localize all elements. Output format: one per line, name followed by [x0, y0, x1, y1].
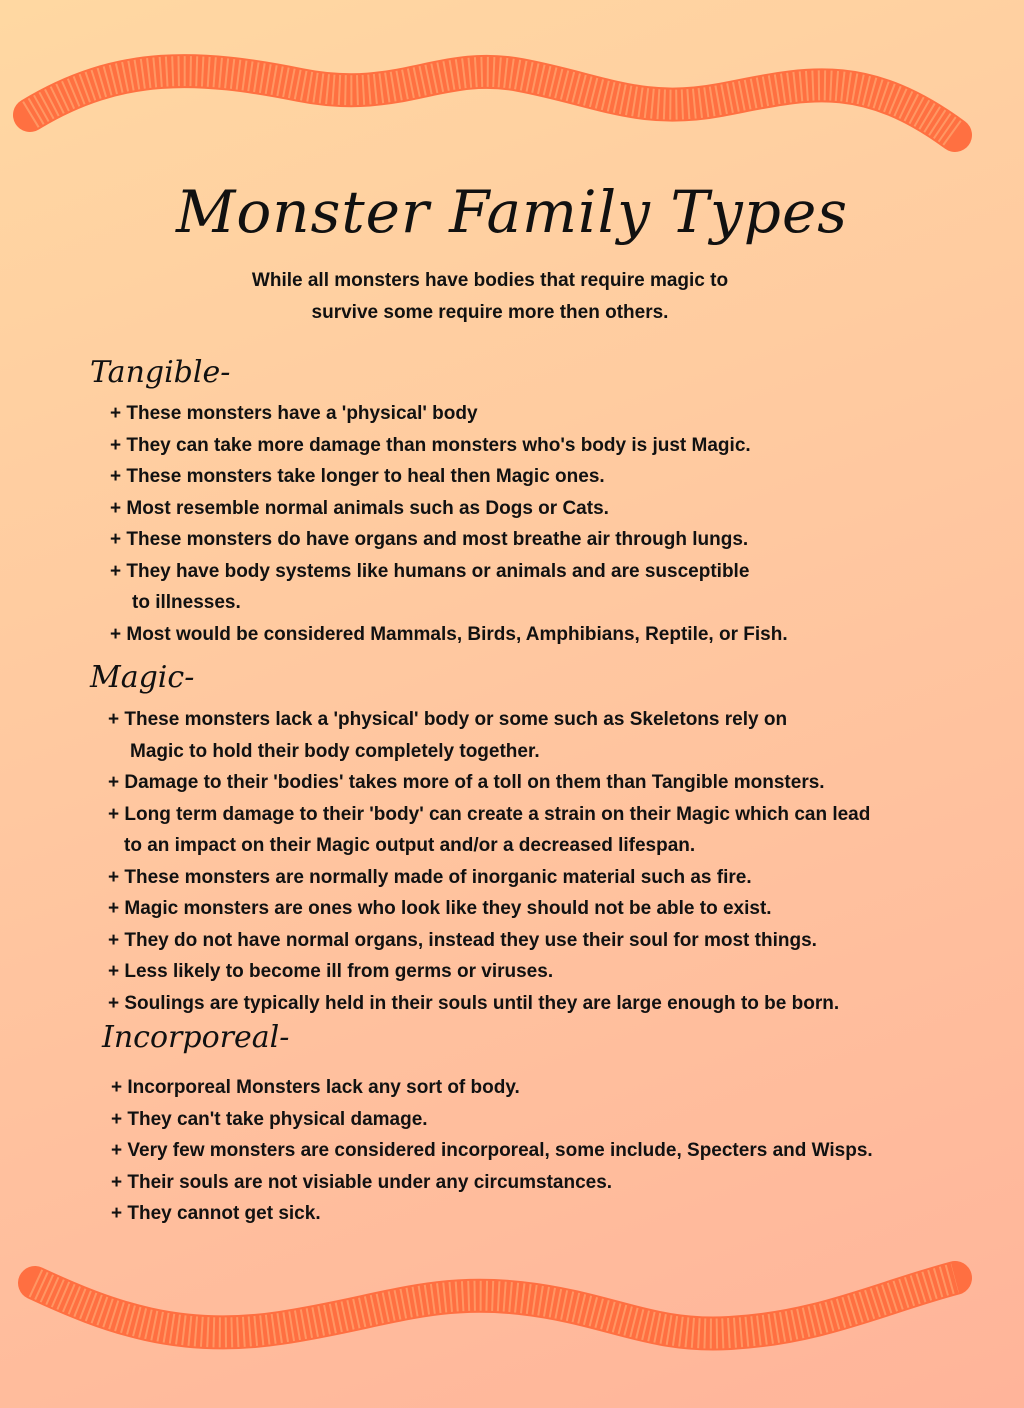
list-item: + These monsters lack a 'physical' body or some such as Skeletons rely on Magic to hold their body completely together.: [108, 709, 788, 762]
list-item: + They cannot get sick.: [111, 1203, 321, 1224]
list-item: + They can't take physical damage.: [111, 1108, 428, 1130]
list-item: + Less likely to become ill from germs or viruses.: [108, 961, 554, 982]
list-item: + Most resemble normal animals such as Dogs or Cats.: [110, 497, 609, 519]
intro-text: [200, 265, 780, 329]
decorative-wave-bottom: [0, 1248, 1024, 1388]
page-title: Monster Family Types: [175, 178, 849, 246]
tangible-list: [110, 398, 788, 650]
list-item: + They can take more damage than monsters who's body is just Magic.: [110, 434, 751, 456]
section-heading-incorporeal: Incorporeal-: [102, 1020, 290, 1055]
list-item: + Most would be considered Mammals, Birds, Amphibians, Reptile, or Fish.: [110, 623, 788, 645]
list-item: + Their souls are not visiable under any circumstances.: [111, 1171, 613, 1193]
incorporeal-list: [111, 1072, 873, 1230]
intro-line-2: survive some require more then others.: [311, 302, 669, 323]
list-item: + They do not have normal organs, instead they use their soul for most things.: [108, 929, 817, 951]
section-heading-magic: Magic-: [90, 660, 195, 695]
list-item: + These monsters do have organs and most breathe air through lungs.: [110, 529, 749, 550]
list-item: + These monsters take longer to heal then Magic ones.: [110, 466, 605, 487]
list-item: + They have body systems like humans or animals and are susceptible to illnesses.: [110, 560, 750, 613]
list-item: + These monsters have a 'physical' body: [110, 403, 478, 424]
list-item: + Incorporeal Monsters lack any sort of body.: [111, 1077, 520, 1098]
list-item: + Soulings are typically held in their souls until they are large enough to be born.: [108, 992, 840, 1014]
decorative-wave-top: [0, 20, 1024, 160]
list-item: + Very few monsters are considered incorporeal, some include, Specters and Wisps.: [111, 1140, 873, 1161]
list-item: + Magic monsters are ones who look like they should not be able to exist.: [108, 898, 772, 919]
section-heading-tangible: Tangible-: [90, 355, 231, 390]
list-item: + Long term damage to their 'body' can create a strain on their Magic which can lead to an impact on their Magic output and/or a decreased lifespan.: [108, 803, 871, 856]
intro-line-1: While all monsters have bodies that require magic to: [251, 270, 729, 291]
list-item: + Damage to their 'bodies' takes more of a toll on them than Tangible monsters.: [108, 772, 825, 793]
magic-list: [108, 704, 870, 1019]
list-item: + These monsters are normally made of inorganic material such as fire.: [108, 866, 752, 888]
